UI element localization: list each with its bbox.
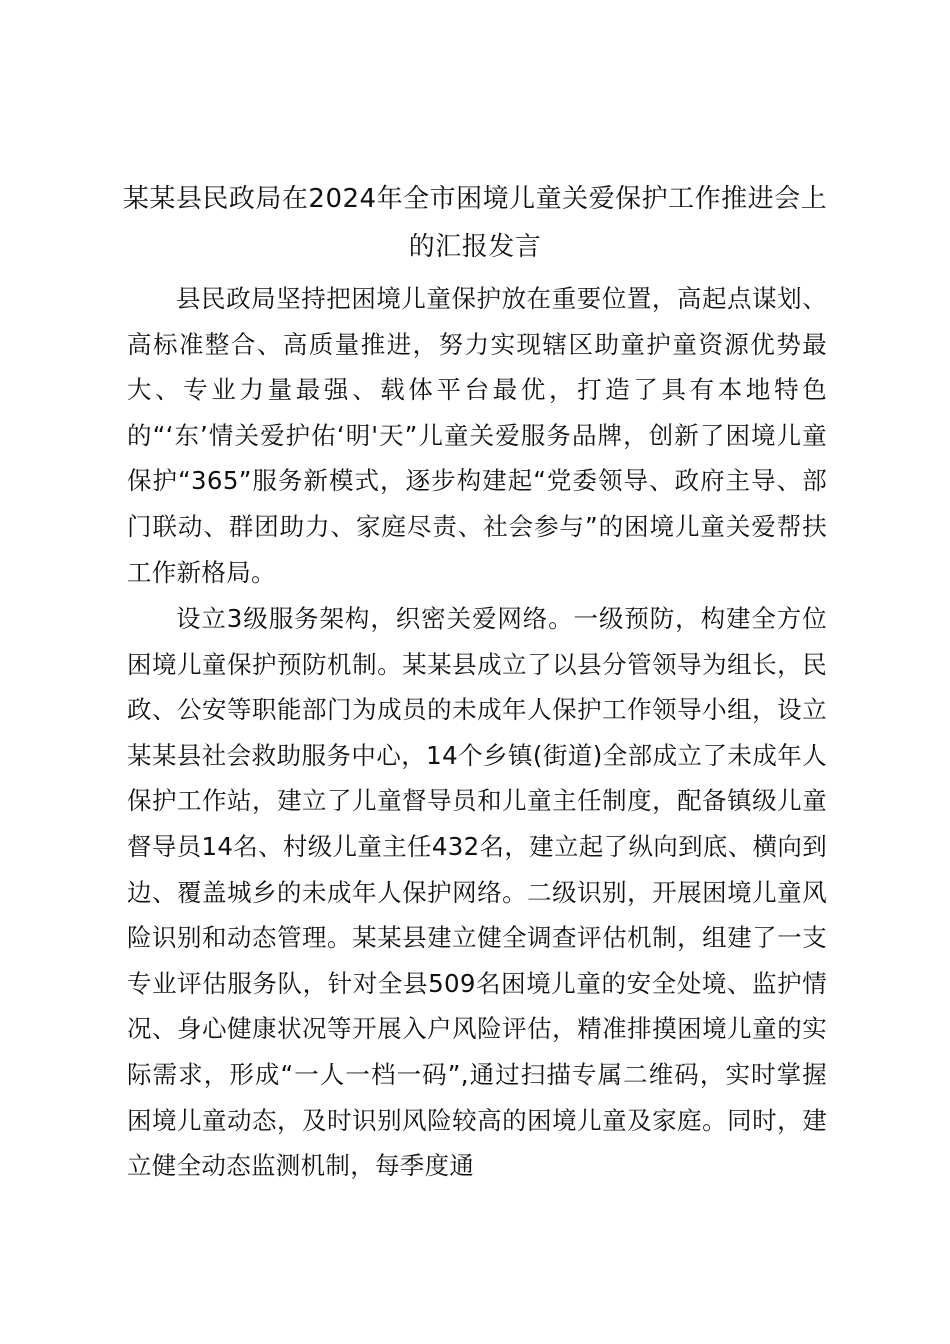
- document-title: 某某县民政局在2024年全市困境儿童关爱保护工作推进会上的汇报发言: [122, 184, 828, 262]
- paragraph-intro: 县民政局坚持把困境儿童保护放在重要位置，高起点谋划、高标准整合、高质量推进，努力实现辖区助童护童资源优势最大、专业力量最强、载体平台最优，打造了具有本地特色的“‘东’情关爱护佑‘明'天”儿童关爱服务品牌，创新了困境儿童保护“365”服务新模式，逐步构建起“党委领导、政府主导、部门联动、群团助力、家庭尽责、社会参与”的困境儿童关爱帮扶工作新格局。: [127, 284, 827, 587]
- paragraph-service-structure: 设立3级服务架构，织密关爱网络。一级预防，构建全方位困境儿童保护预防机制。某某县成立了以县分管领导为组长，民政、公安等职能部门为成员的未成年人保护工作领导小组，设立某某县社会救助服务中心，14个乡镇(街道)全部成立了未成年人保护工作站，建立了儿童督导员和儿童主任制度，配备镇级儿童督导员14名、村级儿童主任432名，建立起了纵向到底、横向到边、覆盖城乡的未成年人保护网络。二级识别，开展困境儿童风险识别和动态管理。某某县建立健全调查评估机制，组建了一支专业评估服务队，针对全县509名困境儿童的安全处境、监护情况、身心健康状况等开展入户风险评估，精准排摸困境儿童的实际需求，形成“一人一档一码”,通过扫描专属二维码，实时掌握困境儿童动态，及时识别风险较高的困境儿童及家庭。同时，建立健全动态监测机制，每季度通: [127, 604, 827, 1181]
